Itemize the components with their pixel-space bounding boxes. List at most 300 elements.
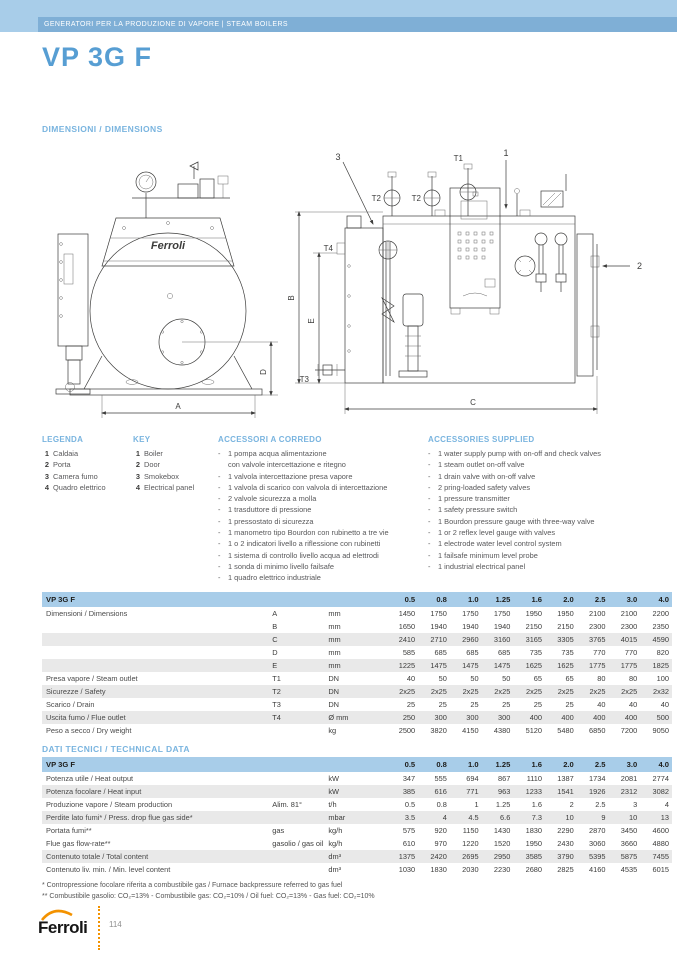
front-view-drawing xyxy=(40,146,290,434)
row-sublabel: T3 xyxy=(272,700,281,709)
value-cell: 2.5 xyxy=(595,800,606,809)
accessory-text: 1 or 2 reflex level gauge with valves xyxy=(438,528,556,538)
value-cell: 2300 xyxy=(589,622,606,631)
value-cell: 1830 xyxy=(430,865,447,874)
value-cell: 3305 xyxy=(557,635,574,644)
row-sublabel xyxy=(272,811,328,824)
row-unit: mm xyxy=(328,609,341,618)
row-label: Presa vapore / Steam outlet xyxy=(46,674,138,683)
page-title: VP 3G F xyxy=(42,42,153,72)
row-label xyxy=(42,659,272,672)
value-cell: 2500 xyxy=(398,726,416,735)
accessory-dash xyxy=(218,459,228,470)
legend-item-number: 1 xyxy=(135,449,140,458)
accessory-dash: - xyxy=(428,494,431,504)
value-cell: 50 xyxy=(502,674,511,683)
value-cell: 1.25 xyxy=(495,800,511,809)
row-unit: mm xyxy=(328,622,341,631)
value-cell: 2230 xyxy=(493,865,511,874)
feed-pump xyxy=(399,294,427,377)
legend-item-label: Camera fumo xyxy=(53,471,98,481)
legend-item xyxy=(133,482,215,493)
accessory-dash: - xyxy=(428,561,431,571)
row-unit: mbar xyxy=(328,813,346,822)
label-T2-b: T2 xyxy=(411,194,421,203)
footer-divider xyxy=(98,906,100,950)
row-sublabel: gas xyxy=(272,826,285,835)
table-row xyxy=(42,659,672,672)
accessories-it-items xyxy=(218,448,424,584)
value-cell: 1520 xyxy=(493,839,511,848)
dimension-B xyxy=(287,212,383,383)
table-row xyxy=(42,698,672,711)
value-cell: 2150 xyxy=(557,622,574,631)
size-column-header: 0.8 xyxy=(436,595,447,604)
value-cell: 2410 xyxy=(398,635,416,644)
value-cell: 770 xyxy=(624,648,638,657)
table-row xyxy=(42,798,672,811)
row-unit: kg/h xyxy=(328,826,343,835)
value-cell: 3820 xyxy=(430,726,447,735)
value-cell: 6.6 xyxy=(500,813,511,822)
legend-item-label: Smokebox xyxy=(144,471,179,481)
front-logo-text: Ferroli xyxy=(150,240,186,252)
size-column-header: 1.6 xyxy=(531,595,543,604)
dimensions-heading: DIMENSIONI / DIMENSIONS xyxy=(42,124,163,134)
pressure-gauge xyxy=(136,172,156,218)
row-label: Produzione vapore / Steam production xyxy=(46,800,173,809)
legend-item-label: Door xyxy=(144,460,161,470)
value-cell: 400 xyxy=(624,713,638,722)
value-cell: 100 xyxy=(656,674,669,683)
dimensions-table xyxy=(42,592,672,737)
accessory-text: 1 drain valve with on-off valve xyxy=(438,471,536,481)
accessory-dash: - xyxy=(218,482,221,492)
value-cell: 0.8 xyxy=(436,800,447,809)
value-cell: 770 xyxy=(593,648,606,657)
legend-item-label: Electrical panel xyxy=(144,482,195,492)
value-cell: 1950 xyxy=(525,839,543,848)
value-cell: 4380 xyxy=(493,726,511,735)
accessory-item xyxy=(218,572,424,583)
table-row xyxy=(42,837,672,850)
value-cell: 300 xyxy=(434,713,447,722)
value-cell: 9050 xyxy=(652,726,669,735)
value-cell: 2x25 xyxy=(399,687,416,696)
value-cell: 820 xyxy=(656,648,669,657)
row-label: Portata fumi** xyxy=(46,826,92,835)
accessory-dash: - xyxy=(428,528,431,538)
row-sublabel xyxy=(272,772,328,785)
accessory-dash: - xyxy=(218,573,221,583)
value-cell: 1625 xyxy=(557,661,574,670)
accessory-text: 1 quadro elettrico industriale xyxy=(228,573,321,583)
value-cell: 25 xyxy=(502,700,511,709)
row-unit: t/h xyxy=(328,800,337,809)
accessory-text: con valvole intercettazione e ritegno xyxy=(228,460,346,470)
value-cell: 7.3 xyxy=(531,813,543,822)
value-cell: 1775 xyxy=(620,661,638,670)
accessories-en-title: ACCESSORIES SUPPLIED xyxy=(428,435,535,444)
value-cell: 9 xyxy=(601,813,606,822)
label-T2-a: T2 xyxy=(371,194,381,203)
accessory-text: 1 pressure transmitter xyxy=(438,494,510,504)
size-column-header: 4.0 xyxy=(658,595,669,604)
accessory-item xyxy=(218,504,424,515)
value-cell: 1030 xyxy=(398,865,416,874)
table-row xyxy=(42,672,672,685)
value-cell: 4 xyxy=(442,813,447,822)
value-cell: 1387 xyxy=(557,774,574,783)
row-sublabel xyxy=(272,785,328,798)
row-label: Perdite lato fumi* / Press. drop flue gas side* xyxy=(46,813,193,822)
rear-door xyxy=(577,234,599,376)
value-cell: 1830 xyxy=(525,826,543,835)
size-column-header: 2.5 xyxy=(594,595,606,604)
table-row xyxy=(42,646,672,659)
value-cell: 5875 xyxy=(620,852,638,861)
legend-item-number: 3 xyxy=(135,471,140,481)
value-cell: 2825 xyxy=(557,865,574,874)
label-item1: 1 xyxy=(503,148,509,158)
dim-A-label: A xyxy=(175,402,181,411)
legend-item xyxy=(42,471,130,482)
value-cell: 4.5 xyxy=(468,813,479,822)
accessory-text: 1 pressostato di sicurezza xyxy=(228,516,314,526)
size-column-header: 1.25 xyxy=(495,595,511,604)
technical-table xyxy=(42,757,672,876)
key-column xyxy=(133,435,215,493)
row-label: Scarico / Drain xyxy=(46,700,95,709)
table-row xyxy=(42,607,672,620)
value-cell: 2150 xyxy=(525,622,543,631)
value-cell: 1950 xyxy=(557,609,574,618)
value-cell: 2312 xyxy=(620,787,638,796)
size-column-header: 1.0 xyxy=(468,760,479,769)
key-title: KEY xyxy=(133,435,151,444)
value-cell: 2350 xyxy=(652,622,669,631)
value-cell: 25 xyxy=(533,700,543,709)
sight-porthole xyxy=(515,256,535,276)
legend-item xyxy=(42,459,130,470)
accessory-text: 2 pring-loaded safety valves xyxy=(438,482,531,492)
accessory-dash: - xyxy=(428,449,431,458)
accessories-en-column xyxy=(428,435,674,572)
size-column-header: 2.0 xyxy=(563,595,574,604)
value-cell: 2290 xyxy=(557,826,574,835)
value-cell: 1940 xyxy=(493,622,511,631)
legend-item-number: 4 xyxy=(135,482,140,492)
accessory-text: 1 valvola di scarico con valvola di intercettazione xyxy=(228,482,388,492)
table-row xyxy=(42,620,672,633)
value-cell: 4015 xyxy=(620,635,638,644)
value-cell: 13 xyxy=(660,813,669,822)
accessory-item xyxy=(428,527,674,538)
value-cell: 7200 xyxy=(620,726,638,735)
accessory-item xyxy=(218,482,424,493)
value-cell: 771 xyxy=(466,787,479,796)
header-strip-text: GENERATORI PER LA PRODUZIONE DI VAPORE | STEAM BOILERS xyxy=(44,21,288,28)
label-T1: T1 xyxy=(453,154,463,163)
value-cell: 5480 xyxy=(557,726,574,735)
table-model-label: VP 3G F xyxy=(46,760,75,769)
row-unit: DN xyxy=(328,700,340,709)
accessory-dash: - xyxy=(218,505,221,515)
value-cell: 1625 xyxy=(525,661,543,670)
row-unit: dm³ xyxy=(328,865,342,874)
value-cell: 4590 xyxy=(652,635,669,644)
row-unit: mm xyxy=(328,661,341,670)
row-sublabel: Alim. 81° xyxy=(272,800,302,809)
value-cell: 3082 xyxy=(652,787,669,796)
value-cell: 2x25 xyxy=(430,687,447,696)
row-unit: DN xyxy=(328,687,340,696)
accessory-text: 1 valvola intercettazione presa vapore xyxy=(228,471,353,481)
accessory-text: 1 safety pressure switch xyxy=(438,505,518,515)
value-cell: 2774 xyxy=(652,774,669,783)
value-cell: 40 xyxy=(660,700,669,709)
value-cell: 65 xyxy=(565,674,574,683)
value-cell: 2950 xyxy=(493,852,511,861)
accessory-text: 1 Bourdon pressure gauge with three-way valve xyxy=(438,516,595,526)
legend-item xyxy=(42,448,130,459)
row-label: Peso a secco / Dry weight xyxy=(46,726,132,735)
legend-item xyxy=(133,471,215,482)
row-label: Contenuto totale / Total content xyxy=(46,852,149,861)
value-cell: 3060 xyxy=(589,839,606,848)
footnotes xyxy=(42,880,375,902)
accessory-dash: - xyxy=(218,449,221,458)
value-cell: 3765 xyxy=(589,635,606,644)
value-cell: 80 xyxy=(628,674,638,683)
value-cell: 400 xyxy=(593,713,606,722)
row-label: Dimensioni / Dimensions xyxy=(46,609,128,618)
row-sublabel: T1 xyxy=(272,674,281,683)
value-cell: 500 xyxy=(656,713,669,722)
value-cell: 2100 xyxy=(620,609,638,618)
accessory-dash: - xyxy=(428,516,431,526)
value-cell: 685 xyxy=(466,648,479,657)
size-column-header: 3.0 xyxy=(626,760,638,769)
row-unit: dm³ xyxy=(328,852,342,861)
smokebox xyxy=(337,216,383,383)
dim-D-label: D xyxy=(259,369,268,375)
dim-E-label: E xyxy=(307,318,316,324)
accessory-dash: - xyxy=(428,539,431,549)
value-cell: 4160 xyxy=(589,865,606,874)
top-safety-valves xyxy=(384,164,476,216)
accessory-text: 1 manometro tipo Bourdon con rubinetto a tre vie xyxy=(228,528,389,538)
size-column-header: 1.25 xyxy=(495,760,511,769)
value-cell: 1450 xyxy=(398,609,416,618)
dim-C-label: C xyxy=(470,398,476,407)
value-cell: 2x25 xyxy=(462,687,479,696)
accessory-item xyxy=(428,561,674,572)
legend-item-label: Boiler xyxy=(144,449,163,458)
accessory-dash: - xyxy=(428,471,431,481)
value-cell: 400 xyxy=(529,713,543,722)
legend-title: LEGENDA xyxy=(42,435,84,444)
size-column-header: 2.5 xyxy=(594,760,606,769)
value-cell: 1150 xyxy=(462,826,479,835)
leader-3 xyxy=(343,162,373,224)
row-sublabel xyxy=(272,724,328,737)
key-items xyxy=(133,448,215,493)
side-view-drawing xyxy=(285,146,675,434)
value-cell: 25 xyxy=(565,700,574,709)
value-cell: 2x25 xyxy=(494,687,511,696)
accessory-text: 1 steam outlet on-off valve xyxy=(438,460,525,470)
value-cell: 40 xyxy=(597,700,606,709)
value-cell: 1940 xyxy=(462,622,479,631)
dimension-A xyxy=(102,395,255,418)
table-row xyxy=(42,785,672,798)
table-row xyxy=(42,811,672,824)
value-cell: 6015 xyxy=(652,865,669,874)
accessory-dash: - xyxy=(428,460,431,470)
value-cell: 1475 xyxy=(430,661,447,670)
row-label: Flue gas flow-rate** xyxy=(46,839,111,848)
value-cell: 10 xyxy=(628,813,638,822)
top-valve-group xyxy=(132,162,230,198)
accessory-item-continuation xyxy=(218,459,424,470)
value-cell: 2420 xyxy=(430,852,447,861)
value-cell: 1750 xyxy=(430,609,447,618)
value-cell: 575 xyxy=(402,826,416,835)
value-cell: 65 xyxy=(533,674,543,683)
table-row xyxy=(42,850,672,863)
value-cell: 2695 xyxy=(462,852,479,861)
row-sublabel: E xyxy=(272,661,278,670)
accessory-item xyxy=(428,471,674,482)
feed-line-valve xyxy=(379,241,397,376)
row-label xyxy=(42,646,272,659)
value-cell: 80 xyxy=(597,674,606,683)
accessory-dash: - xyxy=(428,505,431,515)
accessory-item xyxy=(428,504,674,515)
value-cell: 970 xyxy=(434,839,447,848)
accessory-dash: - xyxy=(218,471,221,481)
table-header-row xyxy=(42,592,672,607)
value-cell: 610 xyxy=(402,839,416,848)
value-cell: 3660 xyxy=(620,839,638,848)
legend-item xyxy=(42,482,130,493)
legend-item-number: 1 xyxy=(44,449,49,458)
value-cell: 2680 xyxy=(525,865,543,874)
electrical-panel-front xyxy=(56,234,90,394)
value-cell: 40 xyxy=(406,674,416,683)
row-unit: kW xyxy=(328,774,340,783)
legend-item xyxy=(133,448,215,459)
value-cell: 400 xyxy=(561,713,574,722)
value-cell: 2 xyxy=(569,800,574,809)
row-unit: kg/h xyxy=(328,839,343,848)
value-cell: 300 xyxy=(497,713,511,722)
row-sublabel: T4 xyxy=(272,713,281,722)
value-cell: 2030 xyxy=(462,865,479,874)
value-cell: 920 xyxy=(434,826,447,835)
value-cell: 867 xyxy=(497,774,511,783)
accessory-dash: - xyxy=(428,482,431,492)
value-cell: 25 xyxy=(470,700,479,709)
value-cell: 2100 xyxy=(589,609,606,618)
accessory-dash: - xyxy=(428,550,431,560)
value-cell: 1430 xyxy=(493,826,511,835)
boiler-front-body xyxy=(70,218,262,395)
row-sublabel: A xyxy=(272,609,278,618)
value-cell: 2960 xyxy=(462,635,479,644)
value-cell: 3450 xyxy=(620,826,638,835)
value-cell: 2200 xyxy=(652,609,669,618)
value-cell: 6850 xyxy=(589,726,606,735)
value-cell: 1775 xyxy=(589,661,606,670)
row-label: Sicurezze / Safety xyxy=(46,687,106,696)
accessory-dash: - xyxy=(218,539,221,549)
accessory-item xyxy=(428,550,674,561)
legend-item-label: Porta xyxy=(53,460,71,470)
row-sublabel: D xyxy=(272,648,278,657)
value-cell: 1541 xyxy=(557,787,574,796)
table-row xyxy=(42,685,672,698)
value-cell: 1 xyxy=(474,800,479,809)
label-item2: 2 xyxy=(637,261,643,271)
value-cell: 300 xyxy=(466,713,479,722)
legend-column xyxy=(42,435,130,493)
row-sublabel: T2 xyxy=(272,687,281,696)
row-sublabel xyxy=(272,850,328,863)
value-cell: 1825 xyxy=(652,661,669,670)
value-cell: 385 xyxy=(402,787,416,796)
row-sublabel: gasolio / gas oil xyxy=(272,839,324,848)
ferroli-logo xyxy=(38,906,96,950)
accessory-dash: - xyxy=(218,516,221,526)
value-cell: 555 xyxy=(434,774,447,783)
value-cell: 585 xyxy=(402,648,416,657)
row-unit: DN xyxy=(328,674,340,683)
logo-wordmark: Ferroli xyxy=(38,918,88,937)
accessory-item xyxy=(218,471,424,482)
dimension-D xyxy=(182,342,278,395)
size-column-header: 0.5 xyxy=(404,760,416,769)
value-cell: 3585 xyxy=(525,852,543,861)
table-row xyxy=(42,863,672,876)
header-strip xyxy=(38,17,677,32)
legend-item-number: 2 xyxy=(135,460,140,470)
row-sublabel: B xyxy=(272,622,278,631)
accessory-item xyxy=(218,550,424,561)
value-cell: 1734 xyxy=(589,774,606,783)
table-row xyxy=(42,724,672,737)
accessory-text: 1 sistema di controllo livello acqua ad elettrodi xyxy=(228,550,379,560)
value-cell: 3.5 xyxy=(404,813,416,822)
value-cell: 4150 xyxy=(462,726,479,735)
table-header-row xyxy=(42,757,672,772)
legend-items xyxy=(42,448,130,493)
value-cell: 616 xyxy=(434,787,447,796)
page-number: 114 xyxy=(109,920,122,929)
page-footer xyxy=(38,906,122,950)
value-cell: 1220 xyxy=(462,839,479,848)
row-unit: mm xyxy=(328,648,341,657)
table-model-label: VP 3G F xyxy=(46,595,75,604)
label-item3: 3 xyxy=(335,152,341,162)
accessory-item xyxy=(428,482,674,493)
value-cell: 2x25 xyxy=(621,687,638,696)
value-cell: 347 xyxy=(402,774,416,783)
value-cell: 1926 xyxy=(589,787,606,796)
accessory-item xyxy=(428,448,674,459)
value-cell: 735 xyxy=(529,648,543,657)
